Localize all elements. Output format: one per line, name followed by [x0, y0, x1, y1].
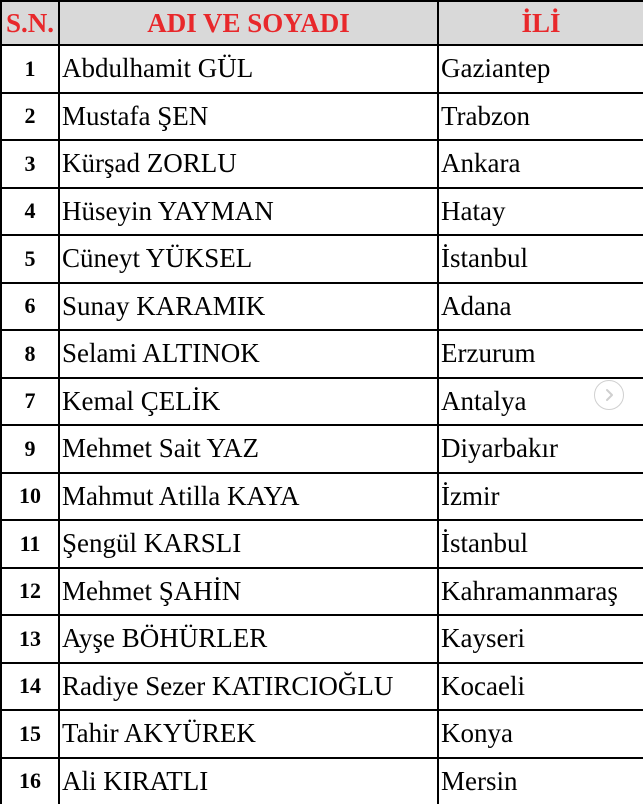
table-row [1, 710, 643, 758]
table-row [1, 663, 643, 711]
row-sn: 2 [1, 93, 59, 141]
table-row [1, 235, 643, 283]
row-city: Antalya [438, 378, 643, 426]
row-city: İstanbul [438, 235, 643, 283]
row-sn: 11 [1, 520, 59, 568]
row-sn: 9 [1, 425, 59, 473]
row-city: Gaziantep [438, 45, 643, 93]
row-name: Kemal ÇELİK [59, 378, 438, 426]
table-row [1, 188, 643, 236]
table-header-row [1, 1, 643, 45]
table-row [1, 93, 643, 141]
carousel-next-button[interactable] [594, 380, 624, 410]
row-sn: 6 [1, 283, 59, 331]
table-row [1, 568, 643, 616]
row-name: Radiye Sezer KATIRCIOĞLU [59, 663, 438, 711]
row-sn: 7 [1, 378, 59, 426]
table-row [1, 520, 643, 568]
table-row [1, 283, 643, 331]
row-name: Şengül KARSLI [59, 520, 438, 568]
table-row [1, 378, 643, 426]
table-body [1, 45, 643, 804]
row-sn: 16 [1, 758, 59, 804]
row-name: Cüneyt YÜKSEL [59, 235, 438, 283]
row-sn: 12 [1, 568, 59, 616]
row-name: Mehmet ŞAHİN [59, 568, 438, 616]
table-row [1, 615, 643, 663]
row-city: Kayseri [438, 615, 643, 663]
row-city: Adana [438, 283, 643, 331]
row-name: Kürşad ZORLU [59, 140, 438, 188]
row-city: İstanbul [438, 520, 643, 568]
row-city: Ankara [438, 140, 643, 188]
table-row [1, 140, 643, 188]
row-sn: 4 [1, 188, 59, 236]
row-sn: 3 [1, 140, 59, 188]
row-city: Trabzon [438, 93, 643, 141]
row-name: Ali KIRATLI [59, 758, 438, 804]
table-row [1, 758, 643, 804]
row-name: Tahir AKYÜREK [59, 710, 438, 758]
row-city: Mersin [438, 758, 643, 804]
table-row [1, 45, 643, 93]
row-name: Sunay KARAMIK [59, 283, 438, 331]
row-name: Selami ALTINOK [59, 330, 438, 378]
row-name: Mustafa ŞEN [59, 93, 438, 141]
row-city: Kocaeli [438, 663, 643, 711]
row-name: Mahmut Atilla KAYA [59, 473, 438, 521]
row-name: Hüseyin YAYMAN [59, 188, 438, 236]
row-sn: 5 [1, 235, 59, 283]
table-row [1, 330, 643, 378]
table-row [1, 473, 643, 521]
header-city: İLİ [438, 1, 643, 45]
row-sn: 1 [1, 45, 59, 93]
row-city: Erzurum [438, 330, 643, 378]
table-row [1, 425, 643, 473]
row-city: İzmir [438, 473, 643, 521]
chevron-right-icon [603, 388, 615, 402]
row-sn: 13 [1, 615, 59, 663]
row-name: Mehmet Sait YAZ [59, 425, 438, 473]
row-sn: 10 [1, 473, 59, 521]
row-sn: 15 [1, 710, 59, 758]
row-city: Kahramanmaraş [438, 568, 643, 616]
row-city: Konya [438, 710, 643, 758]
header-name: ADI VE SOYADI [59, 1, 438, 45]
row-name: Ayşe BÖHÜRLER [59, 615, 438, 663]
row-name: Abdulhamit GÜL [59, 45, 438, 93]
row-sn: 8 [1, 330, 59, 378]
row-city: Hatay [438, 188, 643, 236]
header-sn: S.N. [1, 1, 59, 45]
row-sn: 14 [1, 663, 59, 711]
row-city: Diyarbakır [438, 425, 643, 473]
